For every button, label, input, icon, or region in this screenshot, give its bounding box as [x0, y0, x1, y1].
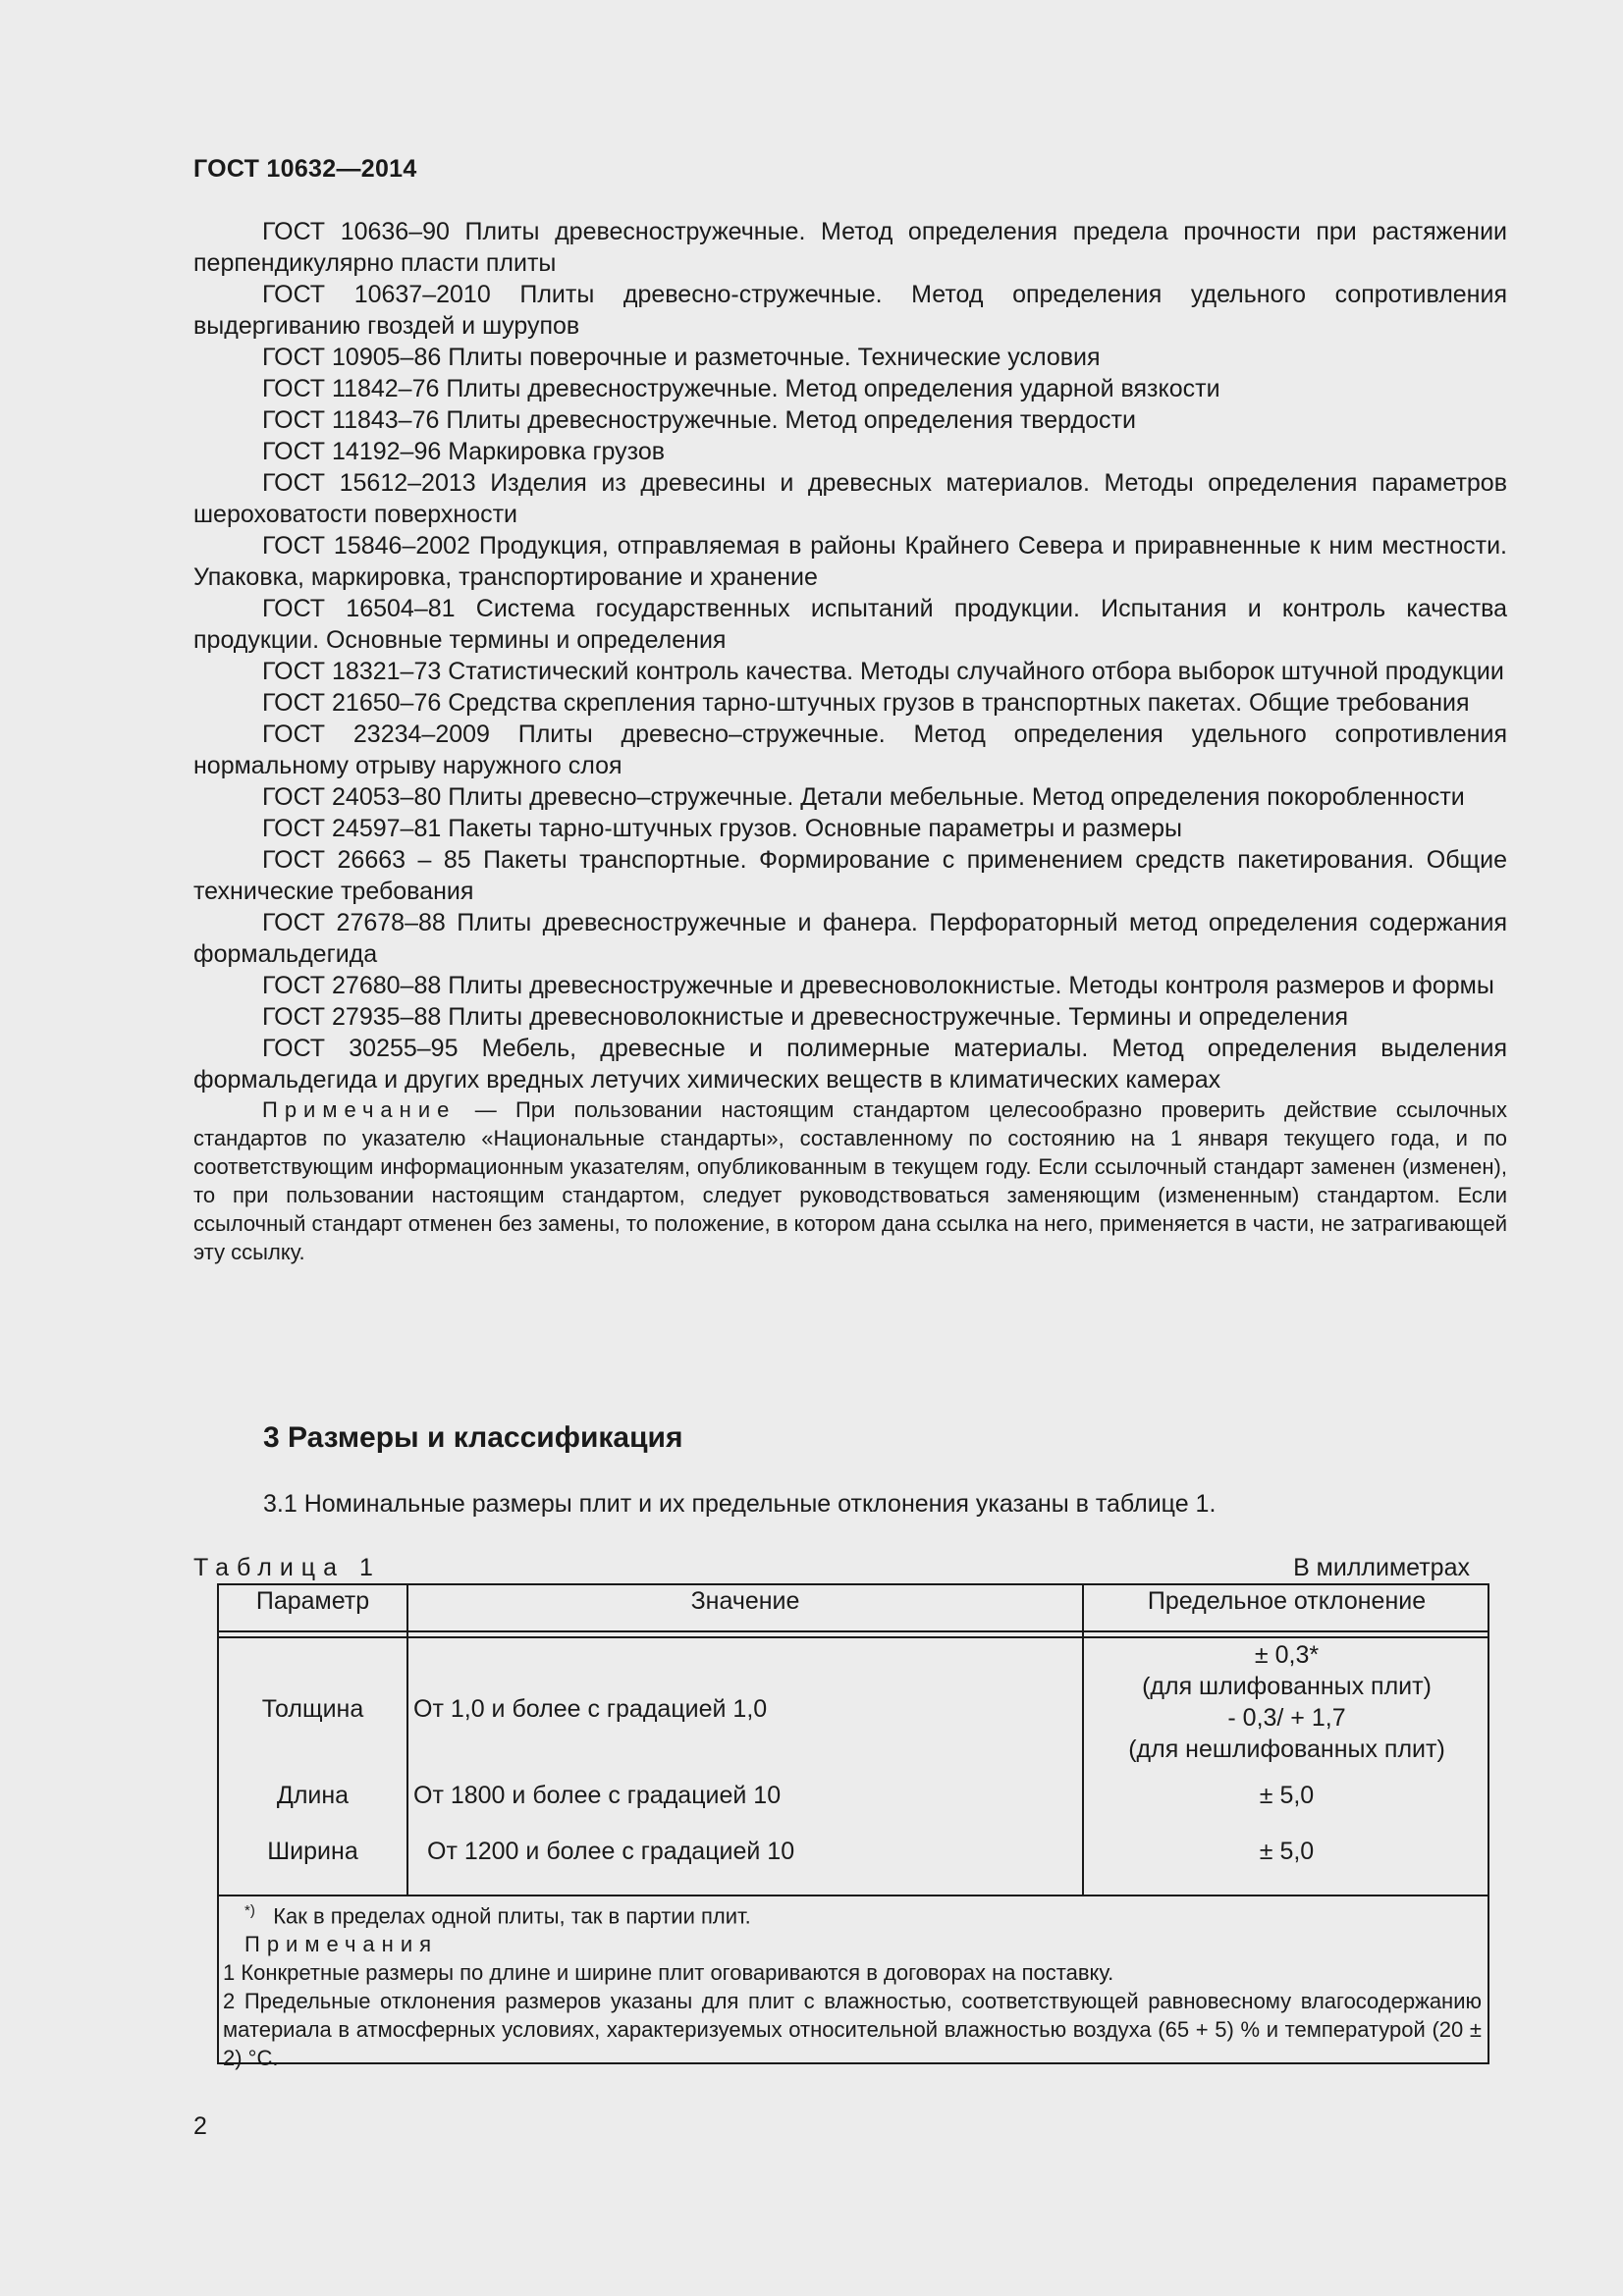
deviation-line: (для шлифованных плит)	[1142, 1673, 1432, 1700]
reference-item: ГОСТ 23234–2009 Плиты древесно–стружечные. Метод определения удельного сопротивления нормальному отрыву наружного слоя	[193, 721, 1507, 779]
reference-item: ГОСТ 30255–95 Мебель, древесные и полимерные материалы. Метод определения выделения формальдегида и других вредных летучих химических веществ в климатических камерах	[193, 1035, 1507, 1094]
table-cell-value: От 1200 и более с градацией 10	[427, 1838, 795, 1865]
note-text: — При пользовании настоящим стандартом целесообразно проверить действие ссылочных стандартов по указателю «Национальные стандарты», составленному по состоянию на 1 января текущего года, и по соответствующим информационным указателям, опубликованным в текущем году. Если ссылочный стандарт заменен (изменен), то при пользовании настоящим стандартом, следует руководствоваться заменяющим (измененным) стандартом. Если ссылочный стандарт отменен без замены, то положение, в котором дана ссылка на него, применяется в части, не затрагивающей эту ссылку.	[193, 1097, 1507, 1264]
deviation-line: - 0,3/ + 1,7	[1227, 1704, 1346, 1732]
deviation-line: ± 0,3*	[1254, 1641, 1320, 1669]
table-cell-deviation	[1084, 1639, 1489, 1765]
reference-item: ГОСТ 15846–2002 Продукция, отправляемая в районы Крайнего Севера и приравненные к ним местности. Упаковка, маркировка, транспортирование и хранение	[193, 532, 1507, 591]
footnote-text: Как в пределах одной плиты, так в партии плит.	[273, 1903, 751, 1929]
references-note	[193, 1095, 1507, 1266]
normative-references-list	[193, 216, 1507, 1266]
reference-item: ГОСТ 24597–81 Пакеты тарно-штучных грузов. Основные параметры и размеры	[262, 815, 1182, 842]
section-paragraph: 3.1 Номинальные размеры плит и их предельные отклонения указаны в таблице 1.	[263, 1490, 1217, 1518]
reference-item: ГОСТ 14192–96 Маркировка грузов	[262, 438, 666, 465]
reference-item: ГОСТ 27935–88 Плиты древесноволокнистые и древесностружечные. Термины и определения	[262, 1003, 1348, 1031]
reference-item: ГОСТ 10905–86 Плиты поверочные и разметочные. Технические условия	[262, 344, 1101, 371]
reference-item: ГОСТ 11842–76 Плиты древесностружечные. Метод определения ударной вязкости	[262, 375, 1220, 402]
table-footnote	[223, 1896, 1482, 1930]
table-caption: Таблица 1	[193, 1554, 381, 1581]
reference-item: ГОСТ 11843–76 Плиты древесностружечные. Метод определения твердости	[262, 406, 1136, 434]
table-cell-param: Ширина	[267, 1838, 358, 1865]
table-header-cell: Значение	[690, 1587, 800, 1615]
deviation-line: (для нешлифованных плит)	[1128, 1735, 1445, 1763]
table-cell-value: От 1,0 и более с градацией 1,0	[413, 1695, 768, 1723]
table-cell-deviation: ± 5,0	[1259, 1838, 1315, 1865]
table-cell-deviation: ± 5,0	[1259, 1782, 1315, 1809]
table-cell-value: От 1800 и более с градацией 10	[413, 1782, 782, 1809]
reference-item: ГОСТ 18321–73 Статистический контроль качества. Методы случайного отбора выборок штучной продукции	[262, 658, 1504, 685]
table-units: В миллиметрах	[1293, 1554, 1470, 1581]
table-divider	[219, 1636, 1488, 1638]
footnote-mark: *)	[244, 1902, 255, 1919]
table-header-cell: Предельное отклонение	[1147, 1587, 1427, 1615]
notes-label: Примечания	[244, 1932, 439, 1957]
reference-item: ГОСТ 16504–81 Система государственных испытаний продукции. Испытания и контроль качества продукции. Основные термины и определения	[193, 595, 1507, 654]
page-number: 2	[193, 2112, 207, 2140]
table-header-cell: Параметр	[255, 1587, 370, 1615]
section-title: 3 Размеры и классификация	[263, 1421, 683, 1454]
reference-item: ГОСТ 27680–88 Плиты древесностружечные и древесноволокнистые. Методы контроля размеров и формы	[262, 972, 1494, 999]
dimensions-table	[217, 1583, 1489, 2071]
reference-item: ГОСТ 27678–88 Плиты древесностружечные и фанера. Перфораторный метод определения содержания формальдегида	[193, 909, 1507, 968]
reference-item: ГОСТ 24053–80 Плиты древесно–стружечные. Детали мебельные. Метод определения покоробленности	[262, 783, 1465, 811]
table-note: 2 Предельные отклонения размеров указаны для плит с влажностью, соответствующей равновесному влагосодержанию материала в атмосферных условиях, характеризуемых относительной влажностью воздуха (65 + 5) % и температурой (20 ± 2) °С.	[223, 1989, 1482, 2071]
note-label: Примечание	[262, 1097, 457, 1122]
table-notes	[223, 1896, 1482, 2072]
table-note: 1 Конкретные размеры по длине и ширине плит оговариваются в договорах на поставку.	[223, 1960, 1114, 1986]
reference-item: ГОСТ 10637–2010 Плиты древесно-стружечные. Метод определения удельного сопротивления выдергиванию гвоздей и шурупов	[193, 281, 1507, 340]
table-divider	[219, 1630, 1488, 1632]
reference-item: ГОСТ 26663 – 85 Пакеты транспортные. Формирование с применением средств пакетирования. Общие технические требования	[193, 846, 1507, 905]
document-code-header: ГОСТ 10632—2014	[193, 155, 417, 183]
reference-item: ГОСТ 21650–76 Средства скрепления тарно-штучных грузов в транспортных пакетах. Общие требования	[262, 689, 1470, 717]
reference-item: ГОСТ 15612–2013 Изделия из древесины и древесных материалов. Методы определения параметров шероховатости поверхности	[193, 469, 1507, 528]
table-cell-param: Толщина	[261, 1695, 364, 1723]
table-cell-param: Длина	[276, 1782, 350, 1809]
reference-item: ГОСТ 10636–90 Плиты древесностружечные. Метод определения предела прочности при растяжении перпендикулярно пласти плиты	[193, 218, 1507, 277]
